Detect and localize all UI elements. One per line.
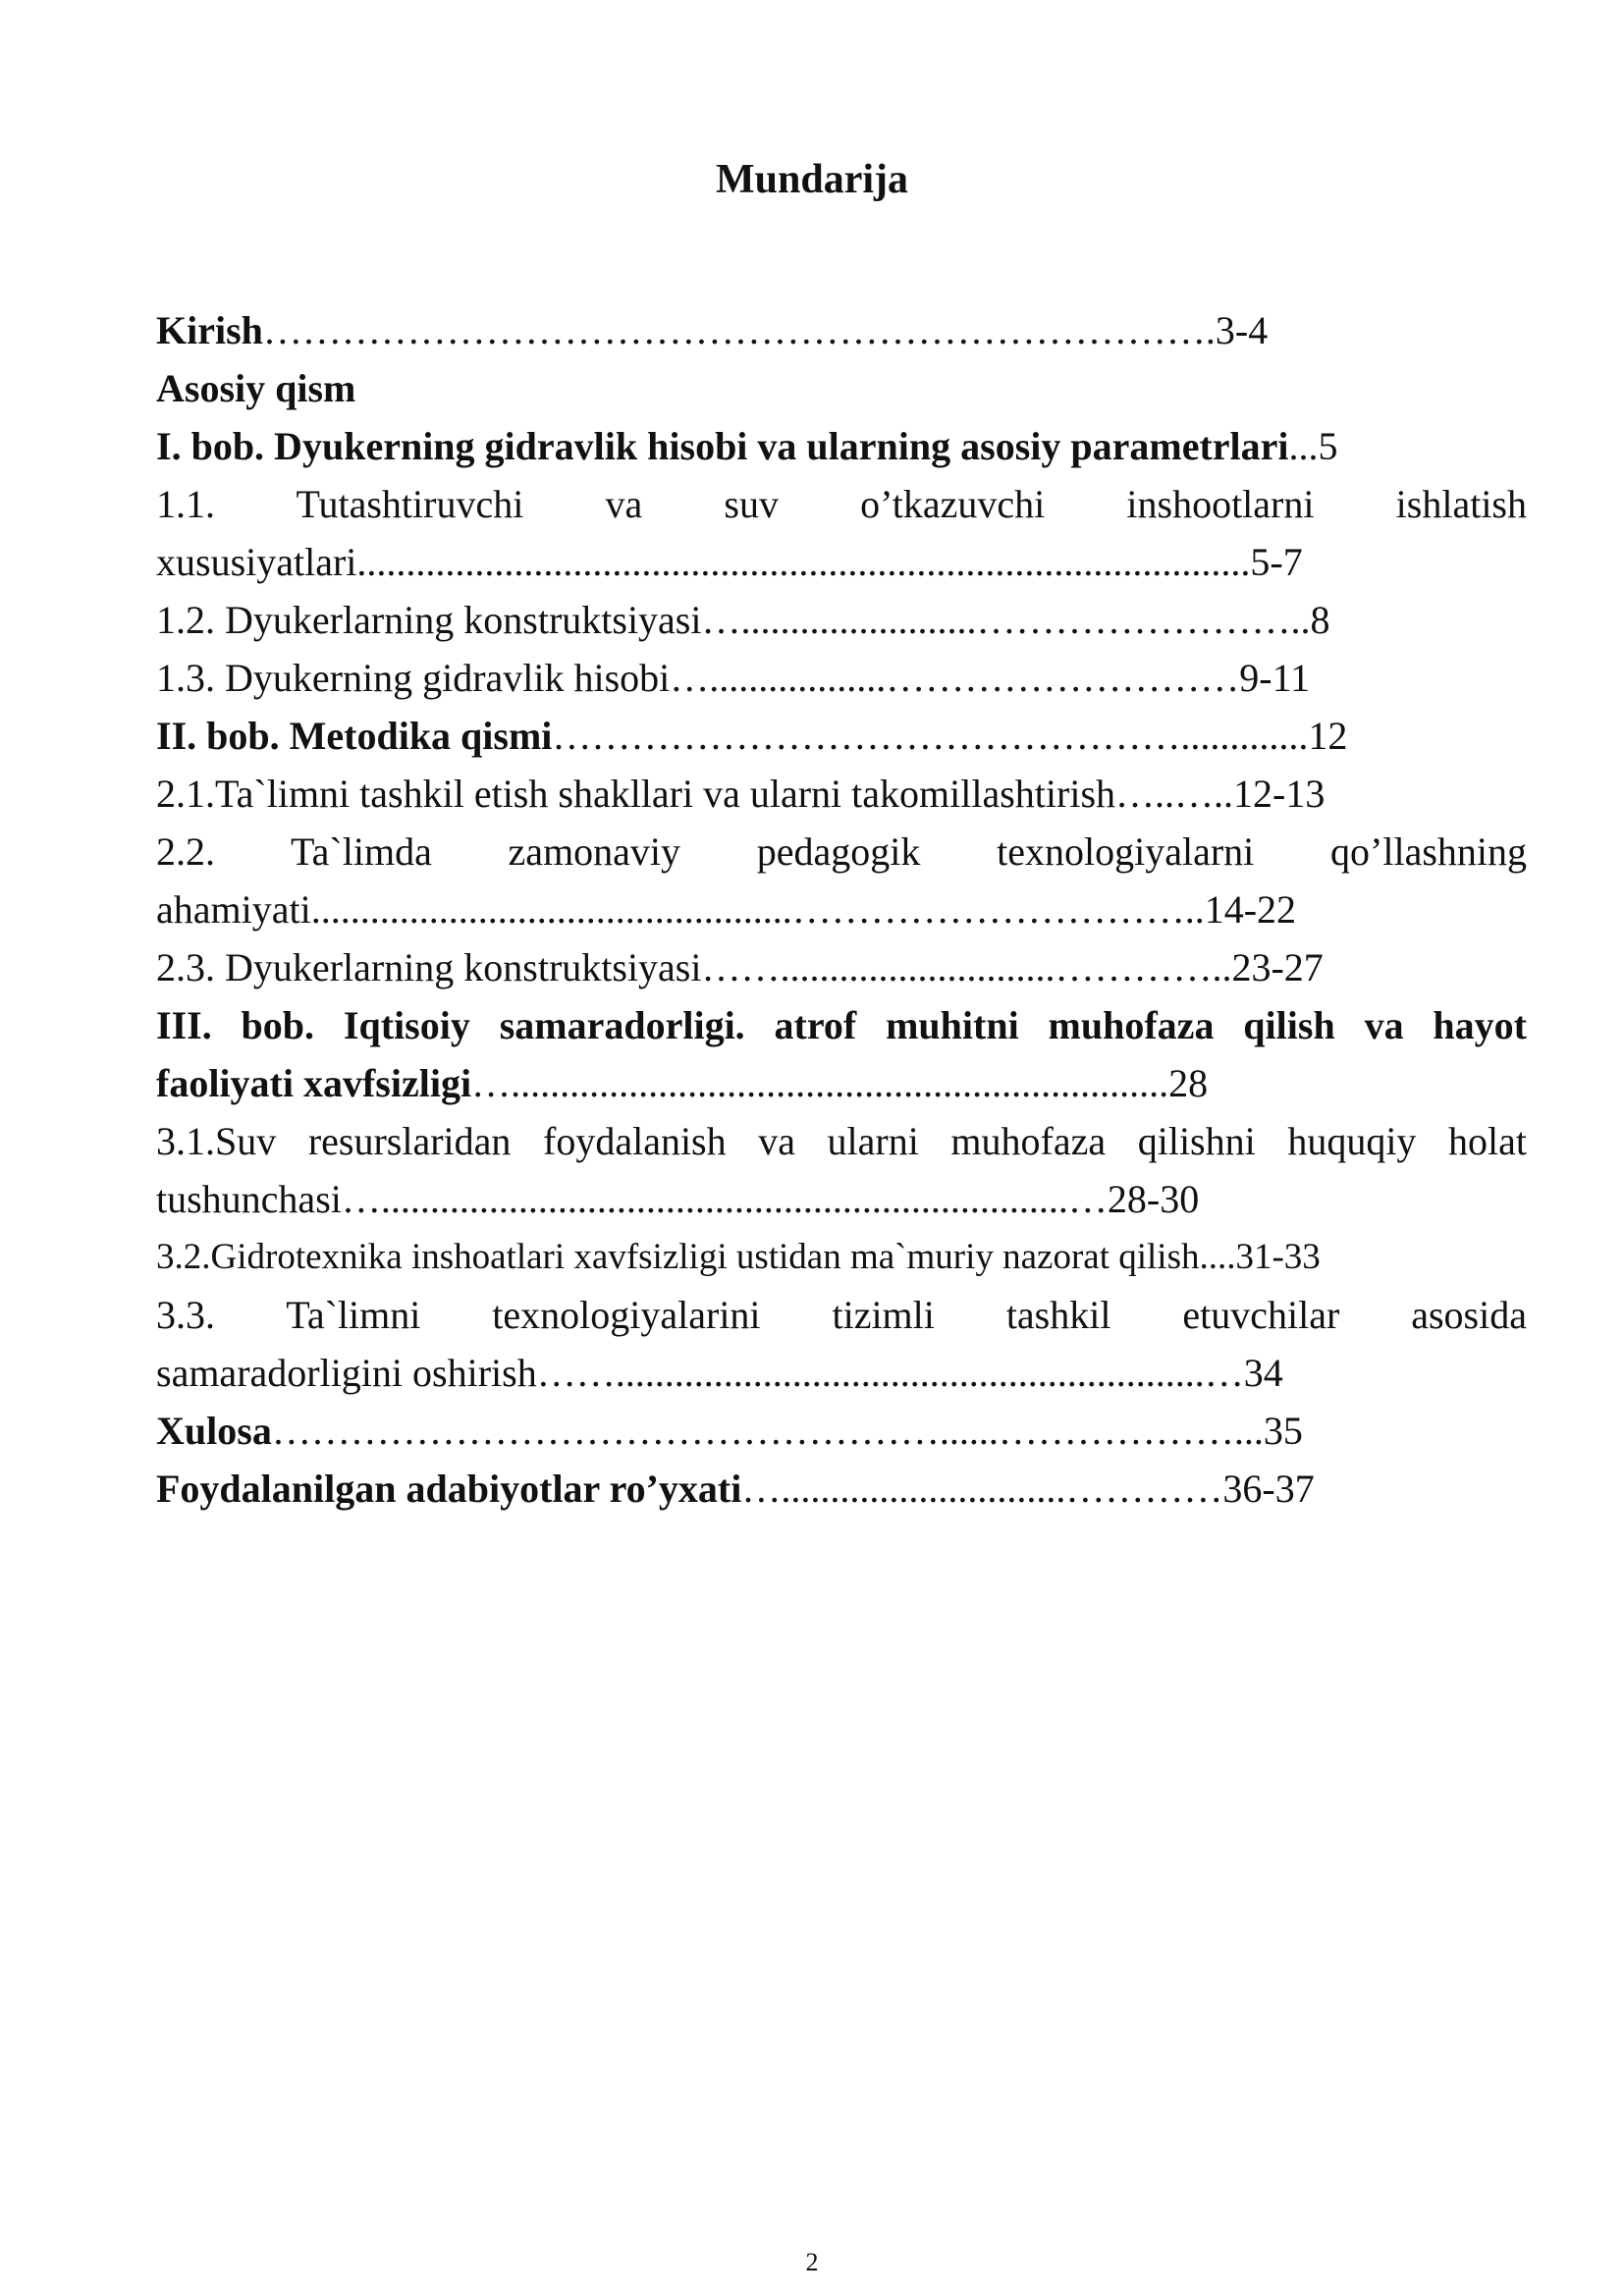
toc-entry-kirish [156,301,1527,359]
toc-entry-chapter-2 [156,707,1527,765]
page-number: 2 [805,2248,819,2276]
toc-entry-bold-text: faoliyati xavfsizligi [156,1061,472,1105]
toc-entry-3-3-continued [156,1344,1527,1402]
toc-entry-text: ...5 [1288,424,1338,468]
toc-entry-text: ….............................…………36-37 [741,1467,1315,1511]
toc-entry-text: ……………………………………………………………….3-4 [262,308,1269,352]
toc-entry-text: tushunchasi…......................................................................…28-30 [156,1177,1200,1221]
toc-entry-bold-text: Kirish [156,308,263,352]
toc-entry-3-3 [156,1286,1527,1344]
table-of-contents [156,301,1527,1518]
toc-entry-text: ……………………………………………......………………...35 [271,1409,1303,1453]
toc-entry-1-1 [156,475,1527,533]
toc-entry-chapter-3-continued [156,1054,1527,1112]
toc-entry-text: ………………………………………….............12 [552,714,1348,758]
toc-entry-xulosa [156,1402,1527,1460]
toc-entry-bold-text: III. bob. Iqtisoiy samaradorligi. atrof muhitni muhofaza qilish va hayot [156,1003,1527,1047]
toc-entry-2-3 [156,938,1527,996]
toc-entry-1-1-continued [156,533,1527,591]
page-title: Mundarija [715,157,908,202]
toc-entry-text: samaradorligini oshirish……............................................................…34 [156,1351,1283,1395]
toc-entry-text: 1.3. Dyukerning gidravlik hisobi…..................………………………9-11 [156,656,1311,700]
toc-entry-bold-text: I. bob. Dyukerning gidravlik hisobi va ularning asosiy parametrlari [156,424,1289,468]
toc-entry-text: 2.2. Ta`limda zamonaviy pedagogik texnologiyalarni qo’llashning [156,829,1527,874]
toc-entry-3-2 [156,1228,1527,1286]
toc-entry-bold-text: Foydalanilgan adabiyotlar ro’yxati [156,1467,742,1511]
toc-entry-2-2 [156,823,1527,881]
toc-entry-text: 2.1.Ta`limni tashkil etish shakllari va ularni takomillashtirish…..…..12-13 [156,772,1326,816]
toc-entry-text: xususiyatlari...........................................................................................5-7 [156,540,1303,584]
toc-entry-text: 1.1. Tutashtiruvchi va suv o’tkazuvchi inshootlarni ishlatish [156,482,1527,526]
toc-entry-3-1-continued [156,1170,1527,1228]
toc-entry-asosiy-qism [156,359,1527,417]
toc-entry-3-1 [156,1112,1527,1170]
toc-entry-2-1 [156,765,1527,823]
toc-entry-text: 3.3. Ta`limni texnologiyalarini tizimli tashkil etuvchilar asosida [156,1293,1527,1337]
toc-entry-bold-text: Asosiy qism [156,366,356,410]
toc-entry-1-3 [156,649,1527,707]
toc-entry-2-2-continued [156,881,1527,938]
toc-entry-text: ahamiyati.................................................…………………………..14-22 [156,887,1297,932]
toc-entry-bold-text: II. bob. Metodika qismi [156,714,553,758]
toc-entry-text: 3.1.Suv resurslaridan foydalanish va ularni muhofaza qilishni huquqiy holat [156,1119,1527,1163]
toc-entry-chapter-3 [156,996,1527,1054]
toc-entry-chapter-1 [156,417,1527,475]
toc-entry-text: 2.3. Dyukerlarning konstruktsiyasi……............................…………..23-27 [156,945,1324,989]
toc-entry-text: 3.2.Gidrotexnika inshoatlari xavfsizligi ustidan ma`muriy nazorat qilish....31-33 [156,1237,1321,1277]
toc-entry-text: …...................................................................28 [471,1061,1209,1105]
toc-entry-references [156,1460,1527,1518]
toc-entry-bold-text: Xulosa [156,1409,272,1453]
toc-entry-1-2 [156,591,1527,649]
toc-entry-text: 1.2. Dyukerlarning konstruktsiyasi…........................……………………..8 [156,598,1330,642]
